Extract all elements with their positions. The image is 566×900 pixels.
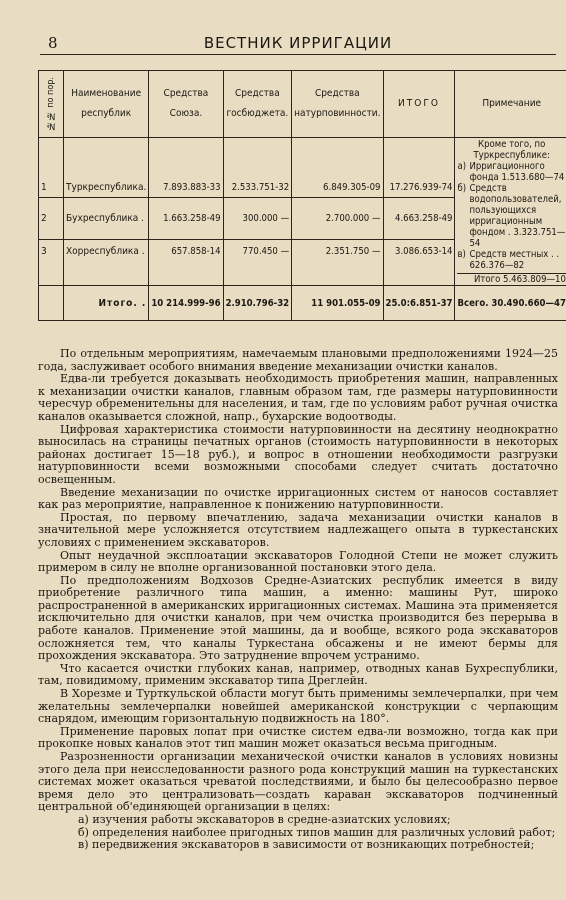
note-item-b: б) Средств водопользователей, пользующихся ирригационным фондом . 3.323.751—54 <box>457 182 566 249</box>
list-item: в) передвижения экскаваторов в зависимости от возникающих потребностей; <box>78 838 535 852</box>
cell-no: 3 <box>39 240 64 286</box>
col-name-header: Наименование республик <box>64 71 149 138</box>
page-number: 8 <box>48 34 58 52</box>
cell-name: Хорреспублика . <box>64 240 149 286</box>
note-intro: Кроме того, по Туркреспублике: <box>473 138 550 161</box>
cell-nat: 2.351.750 — <box>292 240 383 286</box>
cell-union: 1.663.258-49 <box>149 198 223 240</box>
cell-gos: 770.450 — <box>223 240 292 286</box>
cell-nat: 2.700.000 — <box>292 198 383 240</box>
paragraph: В Хорезме и Турткульской области могут быть применимы землечерпалки, при чем желательны землечерпалки новейшей американской конструкции с черпающим снарядом, имеющим горизонтальную подвижность на 180°. <box>38 687 558 726</box>
grand-total: Всего. 30.490.660—47 <box>455 286 566 321</box>
body-text <box>38 348 558 852</box>
cell-gos: 2.533.751-32 <box>223 138 292 198</box>
cell-total: 17.276.939-74 <box>383 138 455 198</box>
total-union: 10 214.999-96 <box>149 286 223 321</box>
paragraph: Едва-ли требуется доказывать необходимость приобретения машин, направленных к механизации очистки каналов, главным образом там, где размеры натурповинности чересчур обременительны для населения, и там, где по условиям работ ручная очистка каналов оказывается сложной, напр., бухарские водоотводы. <box>38 372 558 423</box>
journal-title: ВЕСТНИК ИРРИГАЦИИ <box>203 34 393 52</box>
paragraph: Применение паровых лопат при очистке систем едва-ли возможно, тогда как при прокопке новых каналов этот тип машин может оказаться весьма пригодным. <box>38 724 558 751</box>
total-label: Итого. . <box>64 286 149 321</box>
note-item-c: в) Средств местных . . 626.376—82 <box>457 248 560 271</box>
paragraph: Введение механизации по очистке ирригационных систем от наносов составляет как раз мероприятие, направленное к понижению натурповинности. <box>38 485 558 512</box>
list-item: а) изучения работы экскаваторов в средне-азиатских условиях; <box>78 812 451 826</box>
cell-name: Бухреспублика . <box>64 198 149 240</box>
paragraph: По отдельным мероприятиям, намечаемым плановыми предположениями 1924—25 года, заслуживает особого внимания введение механизации очистки каналов. <box>38 347 558 373</box>
goals-list <box>38 814 558 852</box>
paragraph: Опыт неудачной эксплоатации экскаваторов Голодной Степи не может служить примером в силу не вполне организованной постановки этого дела. <box>38 548 558 575</box>
total-nat: 11 901.055-09 <box>292 286 383 321</box>
cell-name: Туркреспублика. <box>64 138 149 198</box>
paragraph: Что касается очистки глубоких канав, например, отводных канав Бухреспублики, там, повидимому, применим экскаватор типа Дреглейн. <box>38 661 558 688</box>
table-row <box>39 138 566 198</box>
total-total: 25.0:6.851-37 <box>383 286 455 321</box>
note-cell <box>455 138 566 286</box>
cell-total: 4.663.258-49 <box>383 198 455 240</box>
page-header <box>40 34 556 55</box>
paragraph: Разрозненности организации механической очистки каналов в условиях новизны этого дела при неисследованности разного рода конструкций машин на туркестанских системах может оказаться чреватой последствиями, и было бы целесообразно первое время дело это централизовать—создать караван экскаваторов подчиненный центральной об'единяющей организации в целях: <box>38 750 558 814</box>
note-sum: Итого 5.463.809—10 <box>457 273 565 285</box>
note-item-a: а) Ирригационного фонда 1.513.680—74 <box>457 160 565 183</box>
cell-union: 7.893.883-33 <box>149 138 223 198</box>
cell-no: 2 <box>39 198 64 240</box>
paragraph: Цифровая характеристика стоимости натурповинности на десятину неоднократно выносилась на страницы печатных органов (стоимость натурповинности в некоторых районах достигает 15—18 руб.), и вопрос в отношении необходимости разгрузки натурповинности всеми возможными способами следует считать достаточно освещенным. <box>38 422 558 486</box>
col-note-header: Примечание <box>455 71 566 138</box>
col-number-header: №№ по пор. <box>39 71 64 138</box>
cell-no: 1 <box>39 138 64 198</box>
list-item: б) определения наиболее пригодных типов машин для различных условий работ; <box>78 825 556 839</box>
paragraph: По предположениям Водхозов Средне-Азиатских республик имеется в виду приобретение различного типа машин, а именно: машины Рут, широко распространенной в американских ирригационных системах. Машина эта применяется исключительно для очистки каналов, при чем очистка производится без перерыва в работе каналов. Применение этой машины, да и вообще, всякого рода экскаваторов осложняется тем, что каналы Туркестана обсажены и не имеют бермы для прохождения экскаватора. Это затруднение впрочем устранимо. <box>38 573 558 663</box>
col-union-header: Средства Союза. <box>149 71 223 138</box>
paragraph: Простая, по первому впечатлению, задача механизации очистки каналов в значительной мере усложняется отсутствием надлежащего опыта в туркестанских условиях с применением экскаваторов. <box>38 510 558 549</box>
col-nat-header: Средства натурповинности. <box>292 71 383 138</box>
table-header-row <box>39 71 566 138</box>
col-total-header: ИТОГО <box>383 71 455 138</box>
col-gos-header: Средства госбюджета. <box>223 71 292 138</box>
cell-union: 657.858-14 <box>149 240 223 286</box>
cell-gos: 300.000 — <box>223 198 292 240</box>
total-gos: 2.910.796-32 <box>223 286 292 321</box>
cell-nat: 6.849.305-09 <box>292 138 383 198</box>
funding-table <box>38 70 566 321</box>
cell-total: 3.086.653-14 <box>383 240 455 286</box>
total-row <box>39 286 566 321</box>
